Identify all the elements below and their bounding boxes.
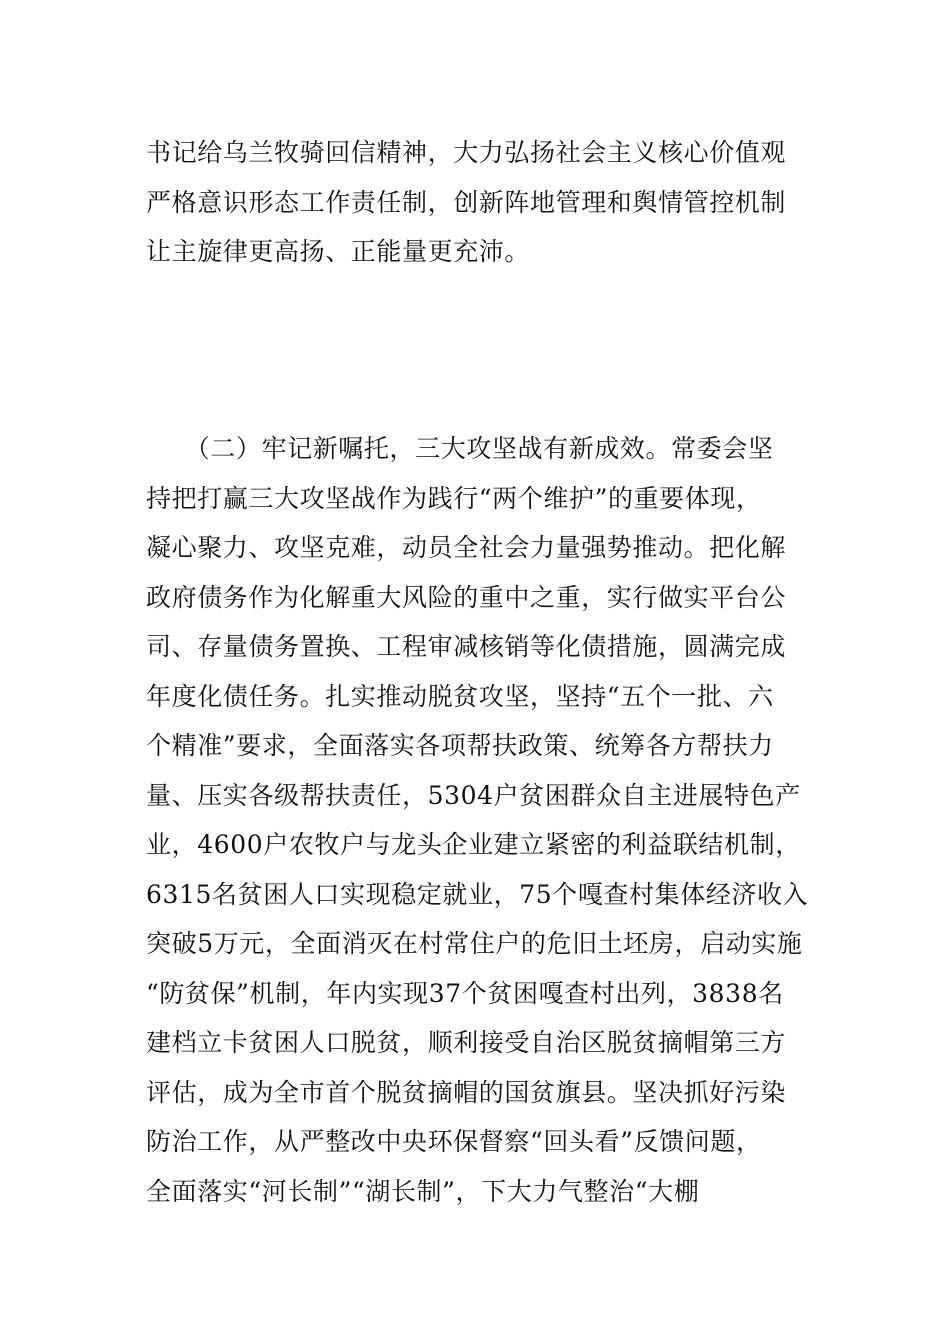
text-line: 建档立卡贫困人口脱贫，顺利接受自治区脱贫摘帽第三方 [146,1028,787,1057]
paragraph-section-two [146,424,846,1216]
text-line: 防治工作，从严整改中央环保督察“回头看”反馈问题， [146,1127,762,1156]
text-line: 全面落实“河长制”“湖长制”，下大力气整治“大棚 [146,1176,700,1206]
text-line: 突破5万元，全面消灭在村常住户的危旧土坯房，启动实施 [146,929,803,958]
text-line: （二）牢记新嘱托，三大攻坚战有新成效。常委会坚 [146,434,774,463]
text-line: 让主旋律更高扬、正能量更充沛。 [146,237,531,266]
text-line: “防贫保”机制，年内实现37个贫困嘎查村出列，3838名 [146,978,784,1008]
text-line: 评估，成为全市首个脱贫摘帽的国贫旗县。坚决抓好污染 [146,1077,787,1107]
text-line: 量、压实各级帮扶责任，5304户贫困群众自主进展特色产 [146,780,801,810]
text-line: 持把打赢三大攻坚战作为践行“两个维护”的重要体现， [146,483,762,513]
text-line: 个精准”要求，全面落实各项帮扶政策、统筹各方帮扶力 [146,731,774,760]
text-line: 凝心聚力、攻坚克难，动员全社会力量强势推动。把化解 [146,533,787,562]
text-line: 政府债务作为化解重大风险的重中之重，实行做实平台公 [146,582,787,612]
text-line: 书记给乌兰牧骑回信精神，大力弘扬社会主义核心价值观 [146,138,787,167]
text-line: 严格意识形态工作责任制，创新阵地管理和舆情管控机制 [146,187,787,217]
text-line: 年度化债任务。扎实推动脱贫攻坚，坚持“五个一批、六 [146,681,774,711]
text-line: 6315名贫困人口实现稳定就业，75个嘎查村集体经济收入 [146,879,809,909]
paragraph-continuation [146,128,846,277]
text-line: 司、存量债务置换、工程审减核销等化债措施，圆满完成 [146,632,787,661]
text-line: 业，4600户农牧户与龙头企业建立紧密的利益联结机制， [146,830,801,859]
